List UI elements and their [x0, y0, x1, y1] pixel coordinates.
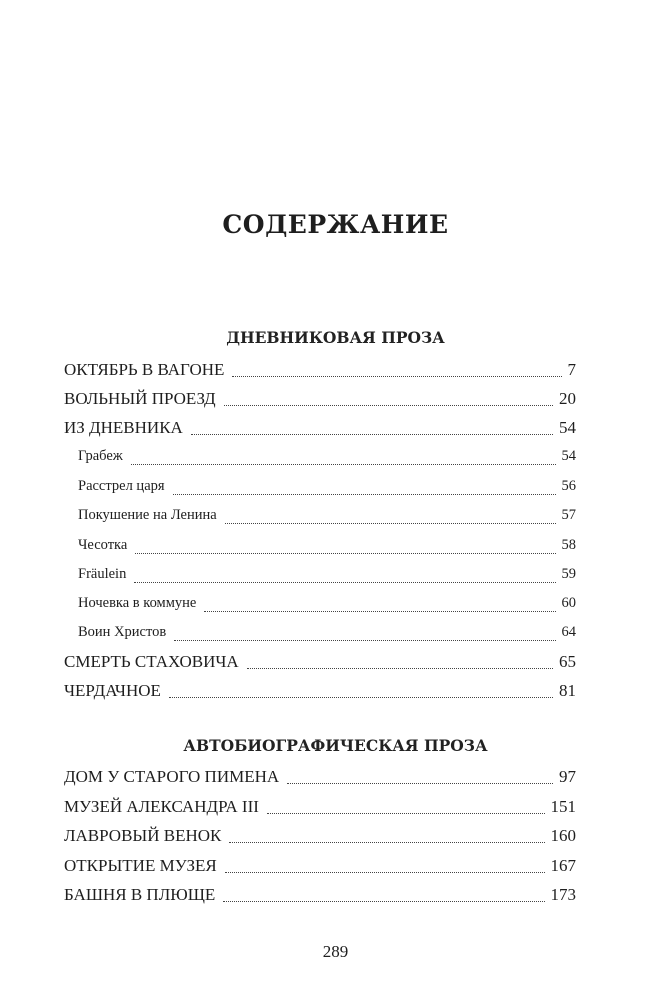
- toc-entry[interactable]: [64, 885, 576, 907]
- toc-entry-title: ИЗ ДНЕВНИКА: [64, 418, 183, 437]
- toc-entry-title: ВОЛЬНЫЙ ПРОЕЗД: [64, 389, 216, 408]
- toc-entry[interactable]: [64, 826, 576, 848]
- dot-leader: [225, 523, 556, 524]
- toc-subentry[interactable]: [78, 624, 576, 646]
- toc-entry-title: МУЗЕЙ АЛЕКСАНДРА III: [64, 797, 259, 816]
- toc-entry-title: СМЕРТЬ СТАХОВИЧА: [64, 652, 239, 671]
- toc-entry-page: 20: [559, 389, 576, 408]
- toc-entry-page: 173: [550, 885, 576, 904]
- toc-subentry[interactable]: [78, 478, 576, 500]
- dot-leader: [223, 901, 544, 902]
- toc-entry-title: Fräulein: [78, 566, 127, 582]
- toc-entry-page: 57: [561, 507, 576, 523]
- page-number: 289: [322, 942, 349, 961]
- toc-entry-page: 56: [561, 478, 576, 494]
- toc-entry-title: ЛАВРОВЫЙ ВЕНОК: [64, 826, 222, 845]
- dot-leader: [131, 464, 556, 465]
- toc-entry[interactable]: [64, 389, 576, 411]
- toc-entry-title: БАШНЯ В ПЛЮЩЕ: [64, 885, 216, 904]
- dot-leader: [224, 405, 553, 406]
- dot-leader: [232, 376, 561, 377]
- toc-entry-title: ОКТЯБРЬ В ВАГОНЕ: [64, 360, 225, 379]
- dot-leader: [173, 494, 556, 495]
- toc-entry-page: 54: [559, 418, 576, 437]
- toc-entry-title: Грабеж: [78, 448, 123, 464]
- toc-entry-page: 59: [561, 566, 576, 582]
- section-heading-diary-prose: ДНЕВНИКОВАЯ ПРОЗА: [226, 328, 445, 347]
- toc-subentry[interactable]: [78, 507, 576, 529]
- toc-subentry[interactable]: [78, 566, 576, 588]
- toc-entry[interactable]: [64, 418, 576, 440]
- toc-subentry[interactable]: [78, 595, 576, 617]
- dot-leader: [204, 611, 555, 612]
- toc-entry-page: 54: [561, 448, 576, 464]
- page-title: СОДЕРЖАНИЕ: [222, 210, 449, 239]
- toc-entry-title: ОТКРЫТИЕ МУЗЕЯ: [64, 856, 217, 875]
- toc-entry-title: ЧЕРДАЧНОЕ: [64, 681, 161, 700]
- dot-leader: [225, 872, 545, 873]
- toc-subentry[interactable]: [78, 448, 576, 470]
- dot-leader: [229, 842, 544, 843]
- toc-entry-page: 81: [559, 681, 576, 700]
- toc-entry-page: 65: [559, 652, 576, 671]
- toc-entry[interactable]: [64, 797, 576, 819]
- toc-entry-title: Расстрел царя: [78, 478, 165, 494]
- toc-entry-page: 60: [561, 595, 576, 611]
- toc-entry-title: Покушение на Ленина: [78, 507, 217, 523]
- dot-leader: [134, 582, 555, 583]
- toc-subentry[interactable]: [78, 537, 576, 559]
- dot-leader: [247, 668, 553, 669]
- toc-entry[interactable]: [64, 360, 576, 382]
- toc-entry-title: ДОМ У СТАРОГО ПИМЕНА: [64, 767, 280, 786]
- toc-entry-page: 58: [561, 537, 576, 553]
- dot-leader: [169, 697, 553, 698]
- toc-entry-page: 167: [550, 856, 576, 875]
- toc-entry-page: 151: [550, 797, 576, 816]
- dot-leader: [174, 640, 555, 641]
- toc-entry[interactable]: [64, 767, 576, 789]
- section-heading-autobiographical-prose: АВТОБИОГРАФИЧЕСКАЯ ПРОЗА: [183, 736, 488, 755]
- toc-entry[interactable]: [64, 681, 576, 703]
- dot-leader: [267, 813, 545, 814]
- toc-entry[interactable]: [64, 652, 576, 674]
- dot-leader: [135, 553, 555, 554]
- toc-entry[interactable]: [64, 856, 576, 878]
- toc-entry-title: Чесотка: [78, 537, 128, 553]
- toc-entry-page: 64: [561, 624, 576, 640]
- toc-entry-page: 160: [550, 826, 576, 845]
- toc-entry-page: 7: [567, 360, 576, 379]
- toc-entry-title: Воин Христов: [78, 624, 167, 640]
- dot-leader: [191, 434, 553, 435]
- toc-entry-page: 97: [559, 767, 576, 786]
- dot-leader: [287, 783, 553, 784]
- toc-entry-title: Ночевка в коммуне: [78, 595, 197, 611]
